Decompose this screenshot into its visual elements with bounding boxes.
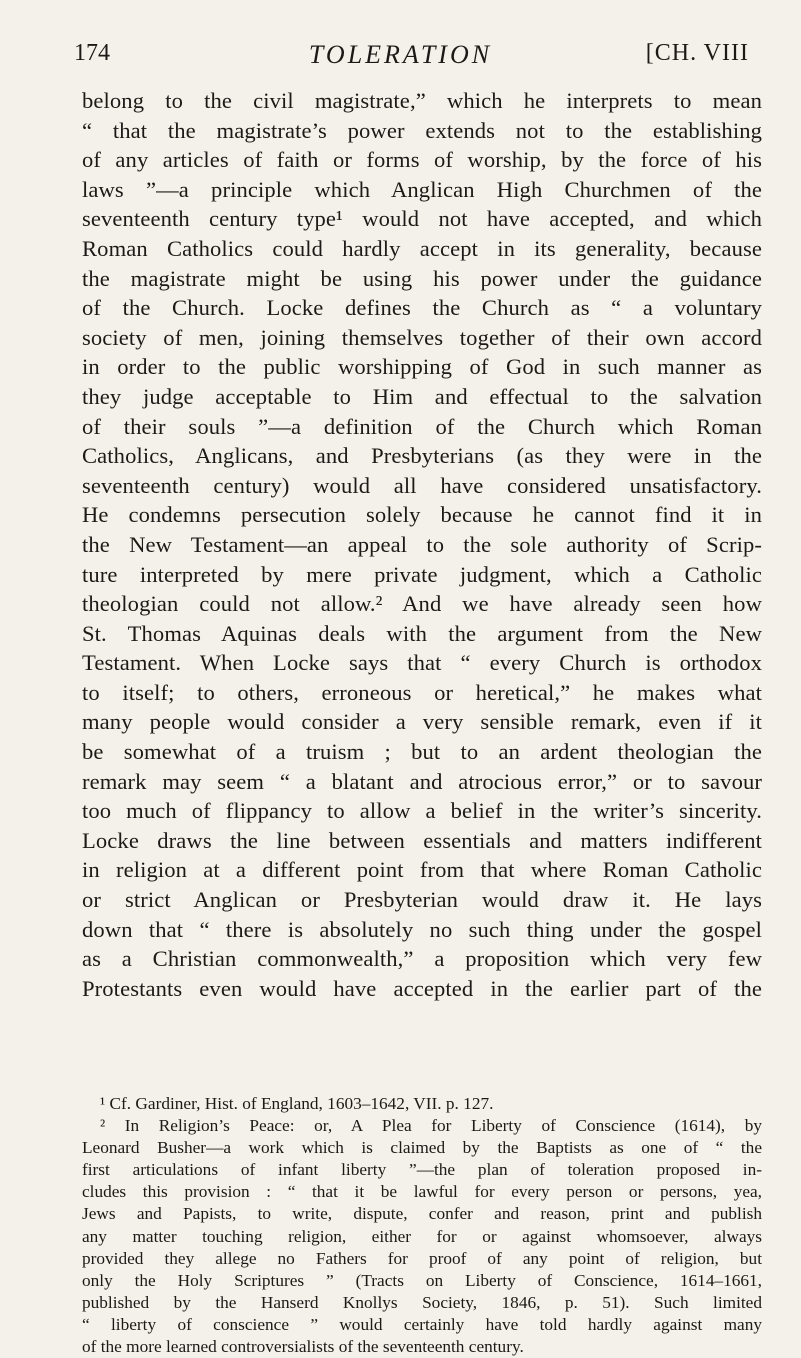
text-line: in order to the public worshipping of God in such manner as — [82, 354, 762, 380]
footnote-line: only the Holy Scriptures ” (Tracts on Liberty of Conscience, 1614–1661, — [82, 1270, 762, 1290]
footnote-line: Leonard Busher—a work which is claimed by the Baptists as one of “ the — [82, 1138, 762, 1158]
text-line: seventeenth century type¹ would not have accepted, and which — [82, 206, 762, 232]
text-line: belong to the civil magistrate,” which he interprets to mean — [82, 88, 762, 113]
text-line: He condemns persecution solely because he cannot find it in — [82, 502, 762, 528]
text-line: Protestants even would have accepted in the earlier part of the — [82, 975, 762, 1001]
text-line: in religion at a different point from that where Roman Catholic — [82, 857, 762, 883]
running-title: TOLERATION — [308, 40, 493, 69]
text-line: they judge acceptable to Him and effectual to the salvation — [82, 383, 762, 409]
footnote-line: “ liberty of conscience ” would certainly have told hardly against many — [82, 1314, 762, 1334]
text-line: Catholics, Anglicans, and Presbyterians (as they were in the — [82, 443, 762, 469]
footnote-line: provided they allege no Fathers for proof of any point of religion, but — [82, 1248, 762, 1268]
text-line: of the Church. Locke defines the Church as “ a voluntary — [82, 295, 762, 321]
footnote-line: of the more learned controversialists of the seventeenth century. — [82, 1337, 524, 1357]
text-line: theologian could not allow.² And we have already seen how — [82, 591, 762, 617]
footnote-line: cludes this provision : “ that it be lawful for every person or persons, yea, — [82, 1182, 762, 1202]
text-line: remark may seem “ a blatant and atrocious error,” or to savour — [82, 768, 762, 794]
footnote-2: ² In Religion’s Peace: or, A Plea for Liberty of Conscience (1614), by — [100, 1116, 762, 1136]
text-line: ture interpreted by mere private judgment, which a Catholic — [82, 561, 762, 587]
text-line: the magistrate might be using his power under the guidance — [82, 265, 762, 291]
text-line: be somewhat of a truism ; but to an ardent theologian the — [82, 739, 762, 765]
chapter-label: [CH. VIII — [645, 40, 749, 66]
footnote-line: published by the Hanserd Knollys Society, 1846, p. 51). Such limited — [82, 1292, 762, 1312]
text-line: too much of flippancy to allow a belief in the writer’s sincerity. — [82, 798, 762, 824]
body-text — [82, 86, 762, 1003]
text-line: as a Christian commonwealth,” a proposition which very few — [82, 946, 762, 972]
text-line: of their souls ”—a definition of the Church which Roman — [82, 413, 762, 439]
text-line: society of men, joining themselves together of their own accord — [82, 324, 762, 350]
text-line: to itself; to others, erroneous or heretical,” he makes what — [82, 679, 762, 705]
text-line: Testament. When Locke says that “ every Church is orthodox — [82, 650, 762, 676]
text-line: seventeenth century) would all have considered unsatisfactory. — [82, 472, 762, 498]
text-line: Roman Catholics could hardly accept in its generality, because — [82, 235, 762, 261]
footnote-line: any matter touching religion, either for or against whomsoever, always — [82, 1226, 762, 1246]
text-line: laws ”—a principle which Anglican High Churchmen of the — [82, 176, 762, 202]
footnote-line: first articulations of infant liberty ”—the plan of toleration proposed in- — [82, 1160, 762, 1180]
page-number: 174 — [74, 40, 110, 66]
text-line: Locke draws the line between essentials and matters indifferent — [82, 827, 762, 853]
text-line: “ that the magistrate’s power extends not to the establishing — [82, 117, 762, 143]
running-header — [0, 40, 801, 72]
footnotes — [82, 1093, 762, 1358]
text-line: many people would consider a very sensible remark, even if it — [82, 709, 762, 735]
text-line: of any articles of faith or forms of worship, by the force of his — [82, 147, 762, 173]
footnote-line: Jews and Papists, to write, dispute, confer and reason, print and publish — [82, 1204, 762, 1224]
text-line: down that “ there is absolutely no such thing under the gospel — [82, 916, 762, 942]
text-line: or strict Anglican or Presbyterian would draw it. He lays — [82, 887, 762, 913]
text-line: the New Testament—an appeal to the sole authority of Scrip- — [82, 531, 762, 557]
footnote-1: ¹ Cf. Gardiner, Hist. of England, 1603–1642, VII. p. 127. — [100, 1094, 494, 1113]
text-line: St. Thomas Aquinas deals with the argument from the New — [82, 620, 762, 646]
